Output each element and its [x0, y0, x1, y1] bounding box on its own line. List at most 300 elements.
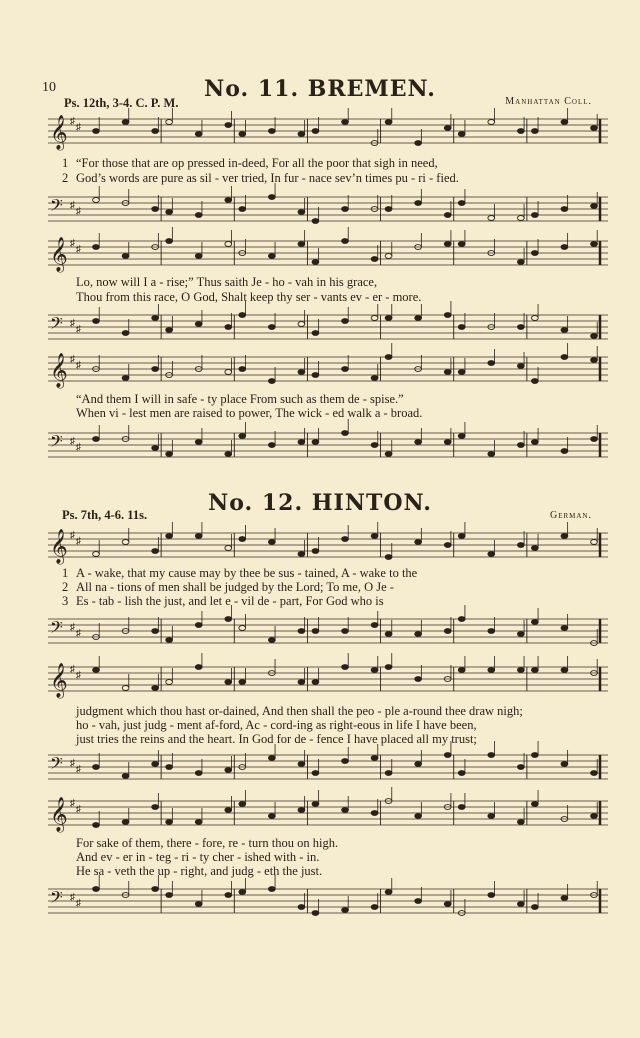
- notehead: [385, 890, 392, 895]
- sharp-icon: ♯: [76, 764, 81, 775]
- notehead: [458, 325, 465, 330]
- notehead: [415, 632, 422, 637]
- lyric-line: For sake of them, there - fore, re - turn thou on high.: [76, 836, 339, 850]
- notehead: [342, 207, 349, 212]
- notehead: [591, 358, 598, 363]
- notehead: [488, 120, 495, 125]
- notehead: [517, 902, 524, 907]
- notehead: [561, 245, 568, 250]
- notehead: [561, 355, 568, 360]
- notehead: [561, 534, 568, 539]
- notehead: [371, 811, 378, 816]
- notehead: [531, 905, 538, 910]
- notehead: [195, 665, 202, 670]
- lyric-line: 1 “For those that are op pressed in-deed, For all the poor that sigh in need,: [62, 156, 438, 170]
- notehead: [415, 440, 422, 445]
- notehead: [239, 313, 246, 318]
- bass-staff: [48, 194, 608, 224]
- notehead: [298, 905, 305, 910]
- notehead: [371, 756, 378, 761]
- treble-clef-icon: 𝄞: [50, 353, 68, 388]
- notehead: [298, 552, 305, 557]
- bass-staff: [48, 430, 608, 460]
- notehead: [561, 626, 568, 631]
- notehead: [561, 896, 568, 901]
- notehead: [531, 546, 538, 551]
- lyric-line: He sa - veth the up - right, and judg - eth the just.: [76, 864, 323, 878]
- lyric-line: “And them I will in safe - ty place From such as them de - spise.”: [76, 392, 404, 406]
- notehead: [268, 129, 275, 134]
- notehead: [93, 129, 100, 134]
- notehead: [561, 762, 568, 767]
- notehead: [93, 198, 100, 203]
- notehead: [517, 632, 524, 637]
- notehead: [517, 820, 524, 825]
- lyric-line: just tries the reins and the heart. In God for de - fence I have placed all my trust;: [76, 732, 477, 746]
- notehead: [312, 331, 319, 336]
- notehead: [371, 376, 378, 381]
- notehead: [298, 242, 305, 247]
- notehead: [152, 805, 159, 810]
- notehead: [122, 820, 129, 825]
- notehead: [166, 239, 173, 244]
- notehead: [122, 376, 129, 381]
- notehead: [166, 328, 173, 333]
- notehead: [458, 771, 465, 776]
- sharp-icon: ♯: [70, 530, 75, 541]
- notehead: [488, 216, 495, 221]
- notehead: [488, 893, 495, 898]
- notehead: [342, 537, 349, 542]
- notehead: [239, 207, 246, 212]
- notehead: [385, 452, 392, 457]
- notehead: [166, 210, 173, 215]
- notehead: [561, 120, 568, 125]
- notehead: [531, 129, 538, 134]
- sharp-icon: ♯: [76, 536, 81, 547]
- notehead: [312, 549, 319, 554]
- notehead: [488, 361, 495, 366]
- notehead: [371, 623, 378, 628]
- notehead: [195, 902, 202, 907]
- lyric-line: 3 Es - tab - lish the just, and let e - vil de - part, For God who is: [62, 594, 384, 608]
- notehead: [591, 334, 598, 339]
- notehead: [122, 331, 129, 336]
- notehead: [268, 443, 275, 448]
- notehead: [458, 132, 465, 137]
- notehead: [152, 629, 159, 634]
- notehead: [298, 808, 305, 813]
- notehead: [268, 638, 275, 643]
- sharp-icon: ♯: [76, 670, 81, 681]
- notehead: [488, 668, 495, 673]
- staff-lines: [48, 752, 608, 782]
- staff-lines: [48, 886, 608, 916]
- notehead: [458, 201, 465, 206]
- notehead: [531, 379, 538, 384]
- treble-clef-icon: 𝄞: [50, 529, 68, 564]
- notehead: [371, 534, 378, 539]
- notehead: [342, 759, 349, 764]
- notehead: [312, 373, 319, 378]
- notehead: [371, 316, 378, 321]
- notehead: [312, 680, 319, 685]
- notehead: [239, 367, 246, 372]
- sharp-icon: ♯: [70, 664, 75, 675]
- sharp-icon: ♯: [70, 238, 75, 249]
- notehead: [268, 195, 275, 200]
- notehead: [385, 665, 392, 670]
- notehead: [152, 367, 159, 372]
- notehead: [93, 319, 100, 324]
- notehead: [342, 319, 349, 324]
- notehead: [385, 254, 392, 259]
- sharp-icon: ♯: [70, 318, 75, 329]
- notehead: [591, 204, 598, 209]
- notehead: [444, 213, 451, 218]
- bass-staff: [48, 312, 608, 342]
- treble-staff: [48, 353, 608, 388]
- notehead: [298, 629, 305, 634]
- notehead: [298, 440, 305, 445]
- lyric-line: Thou from this race, O God, Shalt keep thy ser - vants ev - er - more.: [76, 290, 422, 304]
- notehead: [371, 257, 378, 262]
- treble-staff: [48, 797, 608, 832]
- staff-lines: [48, 616, 608, 646]
- notehead: [342, 239, 349, 244]
- notehead: [195, 254, 202, 259]
- notehead: [298, 762, 305, 767]
- hymn-source: Manhattan Coll.: [505, 96, 592, 107]
- notehead: [444, 543, 451, 548]
- notehead: [166, 680, 173, 685]
- notehead: [225, 123, 232, 128]
- notehead: [371, 443, 378, 448]
- notehead: [444, 629, 451, 634]
- notehead: [268, 325, 275, 330]
- notehead: [312, 771, 319, 776]
- staff-lines: [48, 529, 608, 564]
- bass-clef-icon: 𝄢: [50, 195, 63, 219]
- lyric-line: And ev - er in - teg - ri - ty cher - ished with - in.: [76, 850, 320, 864]
- sharp-icon: ♯: [70, 116, 75, 127]
- notehead: [93, 887, 100, 892]
- bass-clef-icon: 𝄢: [50, 887, 63, 911]
- notehead: [225, 808, 232, 813]
- notehead: [225, 768, 232, 773]
- notehead: [444, 902, 451, 907]
- notehead: [152, 446, 159, 451]
- notehead: [152, 686, 159, 691]
- notehead: [342, 431, 349, 436]
- lyric-line: 2 God’s words are pure as sil - ver tried, In fur - nace sev’n times pu - ri - fied.: [62, 171, 459, 185]
- notehead: [298, 322, 305, 327]
- notehead: [591, 126, 598, 131]
- staff-lines: [48, 430, 608, 460]
- notehead: [561, 668, 568, 673]
- lyric-line: Lo, now will I a - rise;” Thus saith Je - ho - vah in his grace,: [76, 275, 378, 289]
- notehead: [166, 534, 173, 539]
- notehead: [385, 555, 392, 560]
- notehead: [531, 316, 538, 321]
- notehead: [531, 668, 538, 673]
- notehead: [517, 765, 524, 770]
- notehead: [93, 765, 100, 770]
- notehead: [225, 617, 232, 622]
- notehead: [342, 665, 349, 670]
- hymn-meter: Ps. 7th, 4-6. 11s.: [62, 508, 148, 522]
- notehead: [531, 440, 538, 445]
- page-number: 10: [42, 80, 56, 95]
- sharp-icon: ♯: [76, 360, 81, 371]
- notehead: [93, 437, 100, 442]
- notehead: [166, 820, 173, 825]
- sharp-icon: ♯: [76, 442, 81, 453]
- notehead: [385, 120, 392, 125]
- notehead: [152, 762, 159, 767]
- notehead: [488, 814, 495, 819]
- notehead: [488, 753, 495, 758]
- notehead: [458, 434, 465, 439]
- notehead: [312, 802, 319, 807]
- hymn-source: German.: [549, 510, 592, 521]
- notehead: [531, 620, 538, 625]
- notehead: [312, 260, 319, 265]
- notehead: [531, 251, 538, 256]
- notehead: [93, 245, 100, 250]
- notehead: [195, 623, 202, 628]
- notehead: [225, 198, 232, 203]
- notehead: [298, 370, 305, 375]
- notehead: [591, 814, 598, 819]
- treble-staff: [48, 529, 608, 564]
- bass-clef-icon: 𝄢: [50, 313, 63, 337]
- notehead: [239, 890, 246, 895]
- notehead: [444, 126, 451, 131]
- notehead: [239, 132, 246, 137]
- notehead: [458, 534, 465, 539]
- notehead: [591, 437, 598, 442]
- sharp-icon: ♯: [70, 798, 75, 809]
- notehead: [458, 242, 465, 247]
- notehead: [268, 887, 275, 892]
- notehead: [385, 771, 392, 776]
- notehead: [166, 893, 173, 898]
- notehead: [166, 765, 173, 770]
- treble-staff: [48, 663, 608, 698]
- bass-clef-icon: 𝄢: [50, 431, 63, 455]
- notehead: [122, 540, 129, 545]
- sharp-icon: ♯: [76, 628, 81, 639]
- notehead: [312, 440, 319, 445]
- notehead: [225, 325, 232, 330]
- notehead: [122, 254, 129, 259]
- notehead: [298, 132, 305, 137]
- sharp-icon: ♯: [76, 206, 81, 217]
- treble-clef-icon: 𝄞: [50, 237, 68, 272]
- notehead: [312, 629, 319, 634]
- notehead: [415, 316, 422, 321]
- notehead: [517, 443, 524, 448]
- treble-staff: [48, 115, 608, 150]
- notehead: [195, 820, 202, 825]
- notehead: [152, 316, 159, 321]
- sharp-icon: ♯: [76, 804, 81, 815]
- notehead: [195, 213, 202, 218]
- notehead: [385, 207, 392, 212]
- notehead: [415, 201, 422, 206]
- notehead: [298, 680, 305, 685]
- notehead: [225, 370, 232, 375]
- notehead: [342, 367, 349, 372]
- sharp-icon: ♯: [76, 122, 81, 133]
- notehead: [415, 540, 422, 545]
- notehead: [561, 207, 568, 212]
- sharp-icon: ♯: [70, 354, 75, 365]
- notehead: [268, 379, 275, 384]
- notehead: [591, 771, 598, 776]
- lyric-line: When vi - lest men are raised to power, The wick - ed walk a - broad.: [76, 406, 423, 420]
- notehead: [458, 668, 465, 673]
- staff-lines: [48, 237, 608, 272]
- notehead: [166, 120, 173, 125]
- notehead: [268, 540, 275, 545]
- notehead: [517, 129, 524, 134]
- notehead: [152, 207, 159, 212]
- notehead: [93, 668, 100, 673]
- hymn-title: No. 11. BREMEN.: [204, 76, 436, 102]
- staff-lines: [48, 663, 608, 698]
- staff-lines: [48, 115, 608, 150]
- staff-lines: [48, 353, 608, 388]
- notehead: [225, 680, 232, 685]
- sharp-icon: ♯: [70, 200, 75, 211]
- notehead: [488, 552, 495, 557]
- sharp-icon: ♯: [76, 244, 81, 255]
- notehead: [166, 638, 173, 643]
- notehead: [517, 364, 524, 369]
- notehead: [517, 260, 524, 265]
- treble-staff: [48, 237, 608, 272]
- notehead: [415, 899, 422, 904]
- notehead: [312, 911, 319, 916]
- staff-lines: [48, 312, 608, 342]
- notehead: [591, 540, 598, 545]
- lyric-line: 1 A - wake, that my cause may by thee be sus - tained, A - wake to the: [62, 566, 418, 580]
- notehead: [225, 546, 232, 551]
- treble-clef-icon: 𝄞: [50, 115, 68, 150]
- notehead: [561, 449, 568, 454]
- notehead: [268, 814, 275, 819]
- notehead: [591, 242, 598, 247]
- notehead: [225, 893, 232, 898]
- bass-clef-icon: 𝄢: [50, 617, 63, 641]
- treble-clef-icon: 𝄞: [50, 797, 68, 832]
- notehead: [517, 216, 524, 221]
- notehead: [444, 753, 451, 758]
- bass-staff: [48, 616, 608, 646]
- notehead: [225, 452, 232, 457]
- hymn-meter: Ps. 12th, 3-4. C. P. M.: [64, 96, 179, 110]
- notehead: [458, 617, 465, 622]
- notehead: [152, 549, 159, 554]
- notehead: [561, 328, 568, 333]
- notehead: [342, 629, 349, 634]
- sharp-icon: ♯: [70, 622, 75, 633]
- notehead: [371, 668, 378, 673]
- notehead: [122, 686, 129, 691]
- notehead: [342, 120, 349, 125]
- notehead: [195, 771, 202, 776]
- notehead: [152, 887, 159, 892]
- notehead: [195, 534, 202, 539]
- notehead: [458, 370, 465, 375]
- notehead: [342, 908, 349, 913]
- notehead: [166, 452, 173, 457]
- notehead: [415, 814, 422, 819]
- lyric-line: 2 All na - tions of men shall be judged by the Lord; To me, O Je -: [62, 580, 394, 594]
- notehead: [239, 626, 246, 631]
- notehead: [385, 355, 392, 360]
- sharp-icon: ♯: [70, 758, 75, 769]
- notehead: [488, 452, 495, 457]
- notehead: [312, 219, 319, 224]
- notehead: [239, 802, 246, 807]
- notehead: [488, 629, 495, 634]
- notehead: [385, 632, 392, 637]
- notehead: [122, 120, 129, 125]
- notehead: [225, 242, 232, 247]
- notehead: [517, 543, 524, 548]
- notehead: [371, 905, 378, 910]
- notehead: [415, 141, 422, 146]
- notehead: [312, 129, 319, 134]
- notehead: [444, 370, 451, 375]
- notehead: [385, 316, 392, 321]
- notehead: [93, 552, 100, 557]
- notehead: [298, 210, 305, 215]
- bass-staff: [48, 752, 608, 782]
- notehead: [517, 325, 524, 330]
- notehead: [444, 313, 451, 318]
- notehead: [239, 537, 246, 542]
- lyric-line: ho - vah, just judg - ment af-ford, Ac - cord-ing as right-eous in life I have been,: [76, 718, 477, 732]
- notehead: [531, 802, 538, 807]
- lyric-line: judgment which thou hast or-dained, And then shall the peo - ple a-round thee draw nigh;: [76, 704, 523, 718]
- notehead: [517, 668, 524, 673]
- staff-lines: [48, 797, 608, 832]
- notehead: [268, 254, 275, 259]
- sharp-icon: ♯: [70, 436, 75, 447]
- notehead: [342, 808, 349, 813]
- notehead: [531, 213, 538, 218]
- sharp-icon: ♯: [70, 892, 75, 903]
- notehead: [152, 129, 159, 134]
- notehead: [93, 823, 100, 828]
- notehead: [239, 434, 246, 439]
- notehead: [444, 440, 451, 445]
- notehead: [239, 680, 246, 685]
- notehead: [458, 805, 465, 810]
- bass-staff: [48, 886, 608, 916]
- notehead: [195, 322, 202, 327]
- notehead: [195, 440, 202, 445]
- notehead: [531, 753, 538, 758]
- notehead: [415, 762, 422, 767]
- notehead: [122, 774, 129, 779]
- notehead: [268, 756, 275, 761]
- treble-clef-icon: 𝄞: [50, 663, 68, 698]
